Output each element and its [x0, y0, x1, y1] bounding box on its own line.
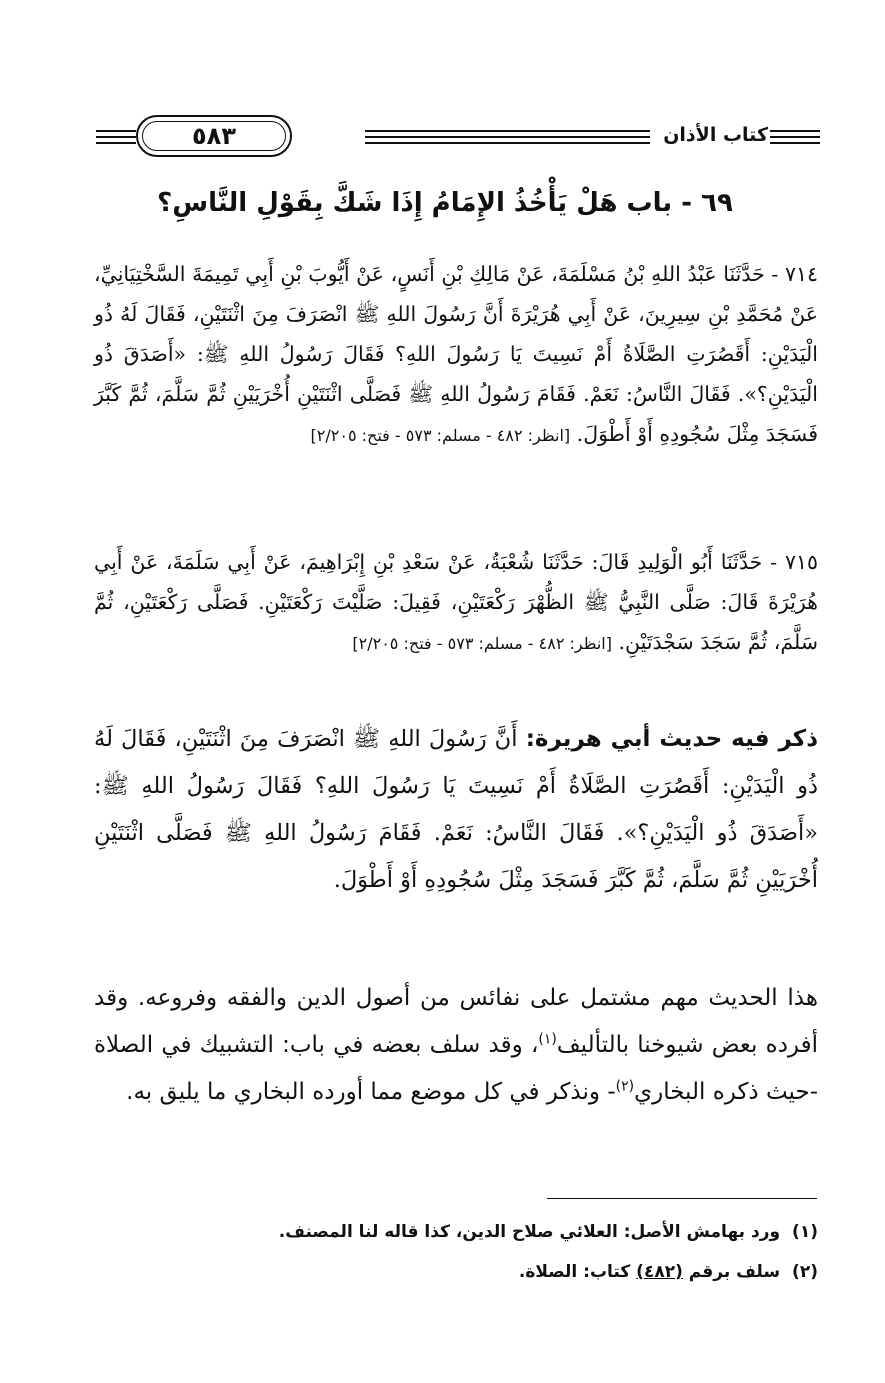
footnote-number: (٢) [792, 1262, 818, 1282]
page-header [96, 112, 820, 160]
header-rule [770, 142, 820, 144]
page-number-badge [136, 115, 292, 157]
commentary-text: ، وقد سلف بعضه في باب: التشبيك في الصلاة -حيث ذكره البخاري [94, 1032, 818, 1105]
page-number-inner-border [142, 121, 286, 151]
commentary-lead: ذكر فيه حديث أبي هريرة: [525, 726, 818, 752]
header-rule [365, 130, 650, 132]
hadith-reference: [انظر: ٤٨٢ - مسلم: ٥٧٣ - فتح: ٢/٢٠٥] [310, 426, 571, 445]
commentary-text: هذا الحديث مهم مشتمل على نفائس من أصول الدين والفقه وفروعه. وقد أفرده بعض شيوخنا بالتأليف [94, 985, 819, 1058]
commentary-paragraph [94, 975, 818, 1116]
header-rule [96, 136, 136, 138]
footnote-marker[interactable]: (١) [538, 1031, 557, 1048]
header-rule [365, 142, 650, 144]
footnote-1 [94, 1212, 818, 1252]
commentary-paragraph [94, 716, 818, 904]
book-title: كتاب الأذان [663, 124, 768, 146]
header-rule [365, 136, 650, 138]
hadith-reference: [انظر: ٤٨٢ - مسلم: ٥٧٣ - فتح: ٢/٢٠٥] [352, 634, 612, 653]
header-rule [96, 130, 136, 132]
footnote-number: (١) [792, 1222, 818, 1242]
header-rule [96, 142, 136, 144]
header-rule [770, 136, 820, 138]
footnote-cross-reference[interactable]: (٤٨٢) [636, 1262, 683, 1282]
chapter-heading: ٦٩ - باب هَلْ يَأْخُذُ الإِمَامُ إِذَا شَكَّ بِقَوْلِ النَّاسِ؟ [157, 188, 733, 218]
footnote-separator [547, 1198, 817, 1199]
commentary-text: - ونذكر في كل موضع مما أورده البخاري ما يليق به. [126, 1079, 616, 1105]
footnotes [94, 1212, 818, 1292]
hadith-714 [94, 254, 818, 456]
hadith-715 [94, 542, 818, 664]
page-number: ٥٨٣ [192, 122, 236, 150]
footnote-text: كتاب: الصلاة. [518, 1262, 631, 1282]
footnote-text: سلف برقم [688, 1262, 781, 1282]
header-rule [770, 130, 820, 132]
hadith-text: ٧١٤ - حَدَّثَنَا عَبْدُ اللهِ بْنُ مَسْلَمَةَ، عَنْ مَالِكِ بْنِ أَنَسٍ، عَنْ أَيُّوبَ بْنِ أَبِي تَمِيمَةَ السَّخْتِيَانِيِّ، عَنْ مُحَمَّدِ بْنِ سِيرِينَ، عَنْ أَبِي هُرَيْرَةَ أَنَّ رَسُولَ اللهِ ﷺ انْصَرَفَ مِنَ اثْنَتَيْنِ، فَقَالَ لَهُ ذُو الْيَدَيْنِ: أَقَصُرَتِ الصَّلَاةُ أَمْ نَسِيتَ يَا رَسُولَ اللهِ؟ فَقَالَ رَسُولُ اللهِ ﷺ: «أَصَدَقَ ذُو الْيَدَيْنِ؟». فَقَالَ النَّاسُ: نَعَمْ. فَقَامَ رَسُولُ اللهِ ﷺ فَصَلَّى اثْنَتَيْنِ أُخْرَيَيْنِ ثُمَّ سَلَّمَ، ثُمَّ كَبَّرَ فَسَجَدَ مِثْلَ سُجُودِهِ أَوْ أَطْوَلَ. [94, 262, 818, 446]
commentary-quote: أَنَّ رَسُولَ اللهِ ﷺ انْصَرَفَ مِنَ اثْنَتَيْنِ، فَقَالَ لَهُ ذُو الْيَدَيْنِ: أَقَصُرَتِ الصَّلَاةُ أَمْ نَسِيتَ يَا رَسُولَ اللهِ؟ فَقَالَ رَسُولُ اللهِ ﷺ: «أَصَدَقَ ذُو الْيَدَيْنِ؟». فَقَالَ النَّاسُ: نَعَمْ. فَقَامَ رَسُولُ اللهِ ﷺ فَصَلَّى اثْنَتَيْنِ أُخْرَيَيْنِ ثُمَّ سَلَّمَ، ثُمَّ كَبَّرَ فَسَجَدَ مِثْلَ سُجُودِهِ أَوْ أَطْوَلَ. [94, 726, 818, 893]
hadith-text: ٧١٥ - حَدَّثَنَا أَبُو الْوَلِيدِ قَالَ: حَدَّثَنَا شُعْبَةُ، عَنْ سَعْدِ بْنِ إِبْرَاهِيمَ، عَنْ أَبِي سَلَمَةَ، عَنْ أَبِي هُرَيْرَةَ قَالَ: صَلَّى النَّبِيُّ ﷺ الظُّهْرَ رَكْعَتَيْنِ، فَقِيلَ: صَلَّيْتَ رَكْعَتَيْنِ. فَصَلَّى رَكْعَتَيْنِ، ثُمَّ سَلَّمَ، ثُمَّ سَجَدَ سَجْدَتَيْنِ. [94, 550, 818, 654]
footnote-text: ورد بهامش الأصل: العلائي صلاح الدين، كذا قاله لنا المصنف. [278, 1222, 781, 1242]
footnote-2 [94, 1252, 818, 1292]
footnote-marker[interactable]: (٢) [615, 1078, 635, 1095]
